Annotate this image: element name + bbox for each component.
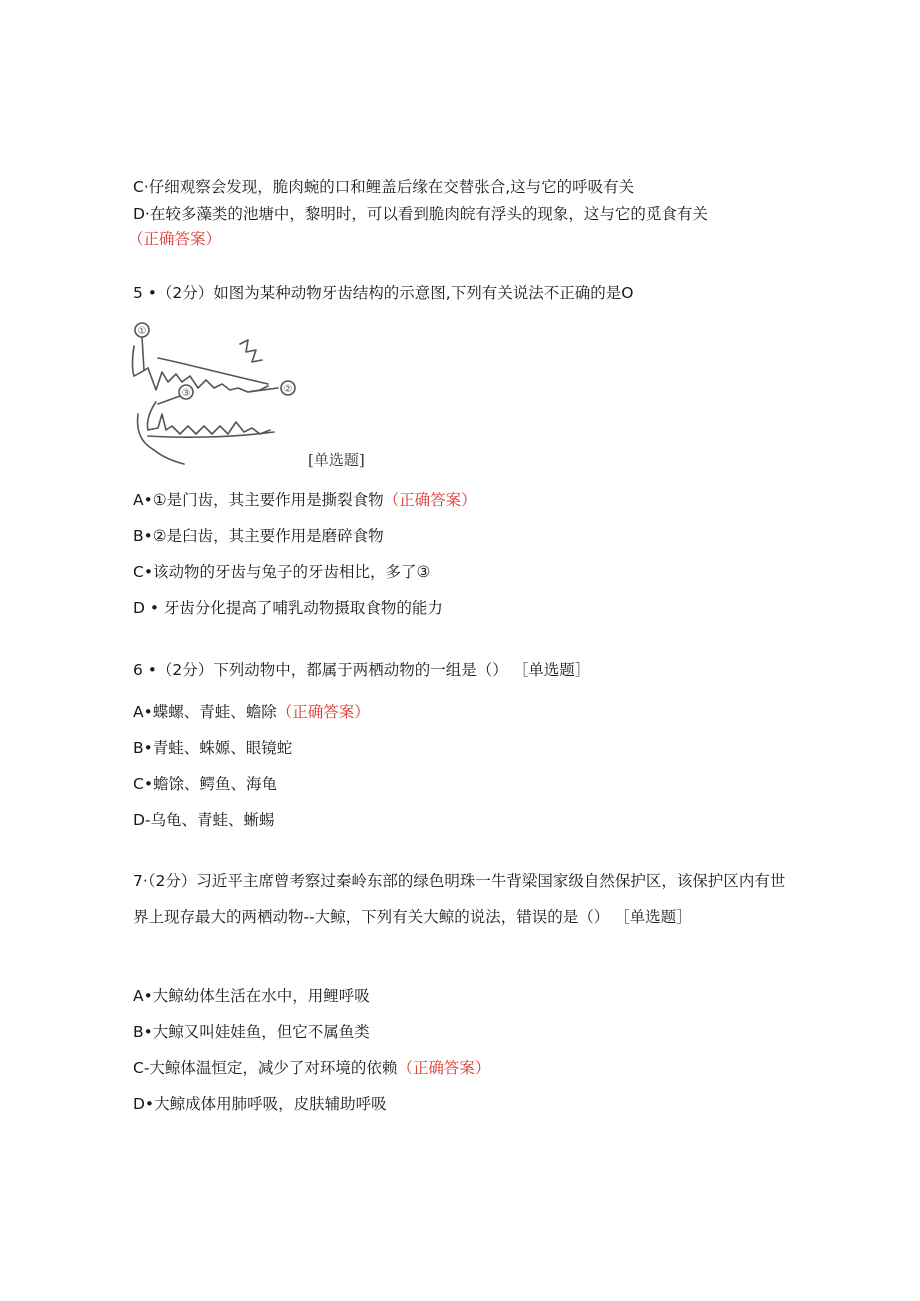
q4-correct-mark <box>128 228 221 250</box>
q6-option-b <box>133 737 292 759</box>
q4-option-d <box>133 203 708 225</box>
leader-line-1 <box>142 337 144 370</box>
q7-option-b-text: B•大鲸又叫娃娃鱼，但它不属鱼类 <box>133 1023 370 1041</box>
q7-stem <box>133 863 793 935</box>
q5-stem-text: 5 •（2分）如图为某种动物牙齿结构的示意图,下列有关说法不正确的是O <box>133 284 634 302</box>
squiggle-line <box>240 340 262 362</box>
upper-jaw-outline <box>133 346 149 376</box>
q7-option-a-text: A•大鲸幼体生活在水中，用鲤呼吸 <box>133 987 370 1005</box>
q7-stem-text: 7·（2分）习近平主席曾考察过秦岭东部的绿色明珠一牛背梁国家级自然保护区，该保护区内有世界上现存最大的两栖动物--大鲸，下列有关大鲸的说法，错误的是（） ［单选题］ <box>133 872 786 926</box>
label-2-text: ② <box>283 384 293 395</box>
q7-option-d-text: D•大鲸成体用肺呼吸，皮肤辅助呼吸 <box>133 1095 387 1113</box>
label-3-text: ③ <box>181 388 191 399</box>
figure-question-type-tag <box>308 449 365 471</box>
q5-option-b <box>133 525 384 547</box>
question-type-label: [单选题] <box>308 451 365 469</box>
q5-option-d-text: D • 牙齿分化提高了哺乳动物摄取食物的能力 <box>133 599 443 617</box>
q6-stem <box>133 659 590 681</box>
correct-answer-label: （正确答案） <box>276 703 370 721</box>
leader-line-3 <box>158 396 180 404</box>
q4-option-d-text: D·在较多藻类的池塘中，黎明时，可以看到脆肉皖有浮头的现象，这与它的觅食有关 <box>133 205 708 223</box>
q4-option-c <box>133 176 634 198</box>
lower-teeth-row <box>147 402 270 434</box>
q6-option-c <box>133 773 277 795</box>
q5-option-a <box>133 489 477 511</box>
q5-option-c <box>133 561 430 583</box>
q6-option-d-text: D-乌龟、青蛙、蜥蜴 <box>133 811 275 829</box>
label-1-text: ① <box>137 326 147 337</box>
q7-option-c-text: C-大鲸体温恒定，减少了对环境的依赖 <box>133 1059 398 1077</box>
q6-stem-text: 6 •（2分）下列动物中，都属于两栖动物的一组是（） ［单选题］ <box>133 661 591 679</box>
correct-answer-label: （正确答案） <box>383 491 477 509</box>
q5-option-a-text: A•①是门齿，其主要作用是撕裂食物 <box>133 491 384 509</box>
q4-option-c-text: C·仔细观察会发现，脆肉蜿的口和鲤盖后缘在交替张合,这与它的呼吸有关 <box>133 178 635 196</box>
q5-stem <box>133 282 633 304</box>
teeth-diagram-figure <box>128 318 378 468</box>
q6-option-c-text: C•蟾馀、鳄鱼、海龟 <box>133 775 277 793</box>
q6-option-a <box>133 701 370 723</box>
correct-answer-label: （正确答案） <box>128 230 222 248</box>
q7-option-b <box>133 1021 370 1043</box>
q6-option-d <box>133 809 275 831</box>
q6-option-b-text: B•青蛙、蛛嫄、眼镜蛇 <box>133 739 293 757</box>
q5-option-c-text: C•该动物的牙齿与兔子的牙齿相比，多了③ <box>133 563 431 581</box>
lower-jaw-outline <box>138 414 184 464</box>
correct-answer-label: （正确答案） <box>397 1059 491 1077</box>
q5-option-b-text: B•②是臼齿，其主要作用是磨碎食物 <box>133 527 384 545</box>
q7-option-a <box>133 985 370 1007</box>
q6-option-a-text: A•蝶螺、青蛙、蟾除 <box>133 703 277 721</box>
q7-option-c <box>133 1057 490 1079</box>
q5-option-d <box>133 597 443 619</box>
q7-option-d <box>133 1093 387 1115</box>
